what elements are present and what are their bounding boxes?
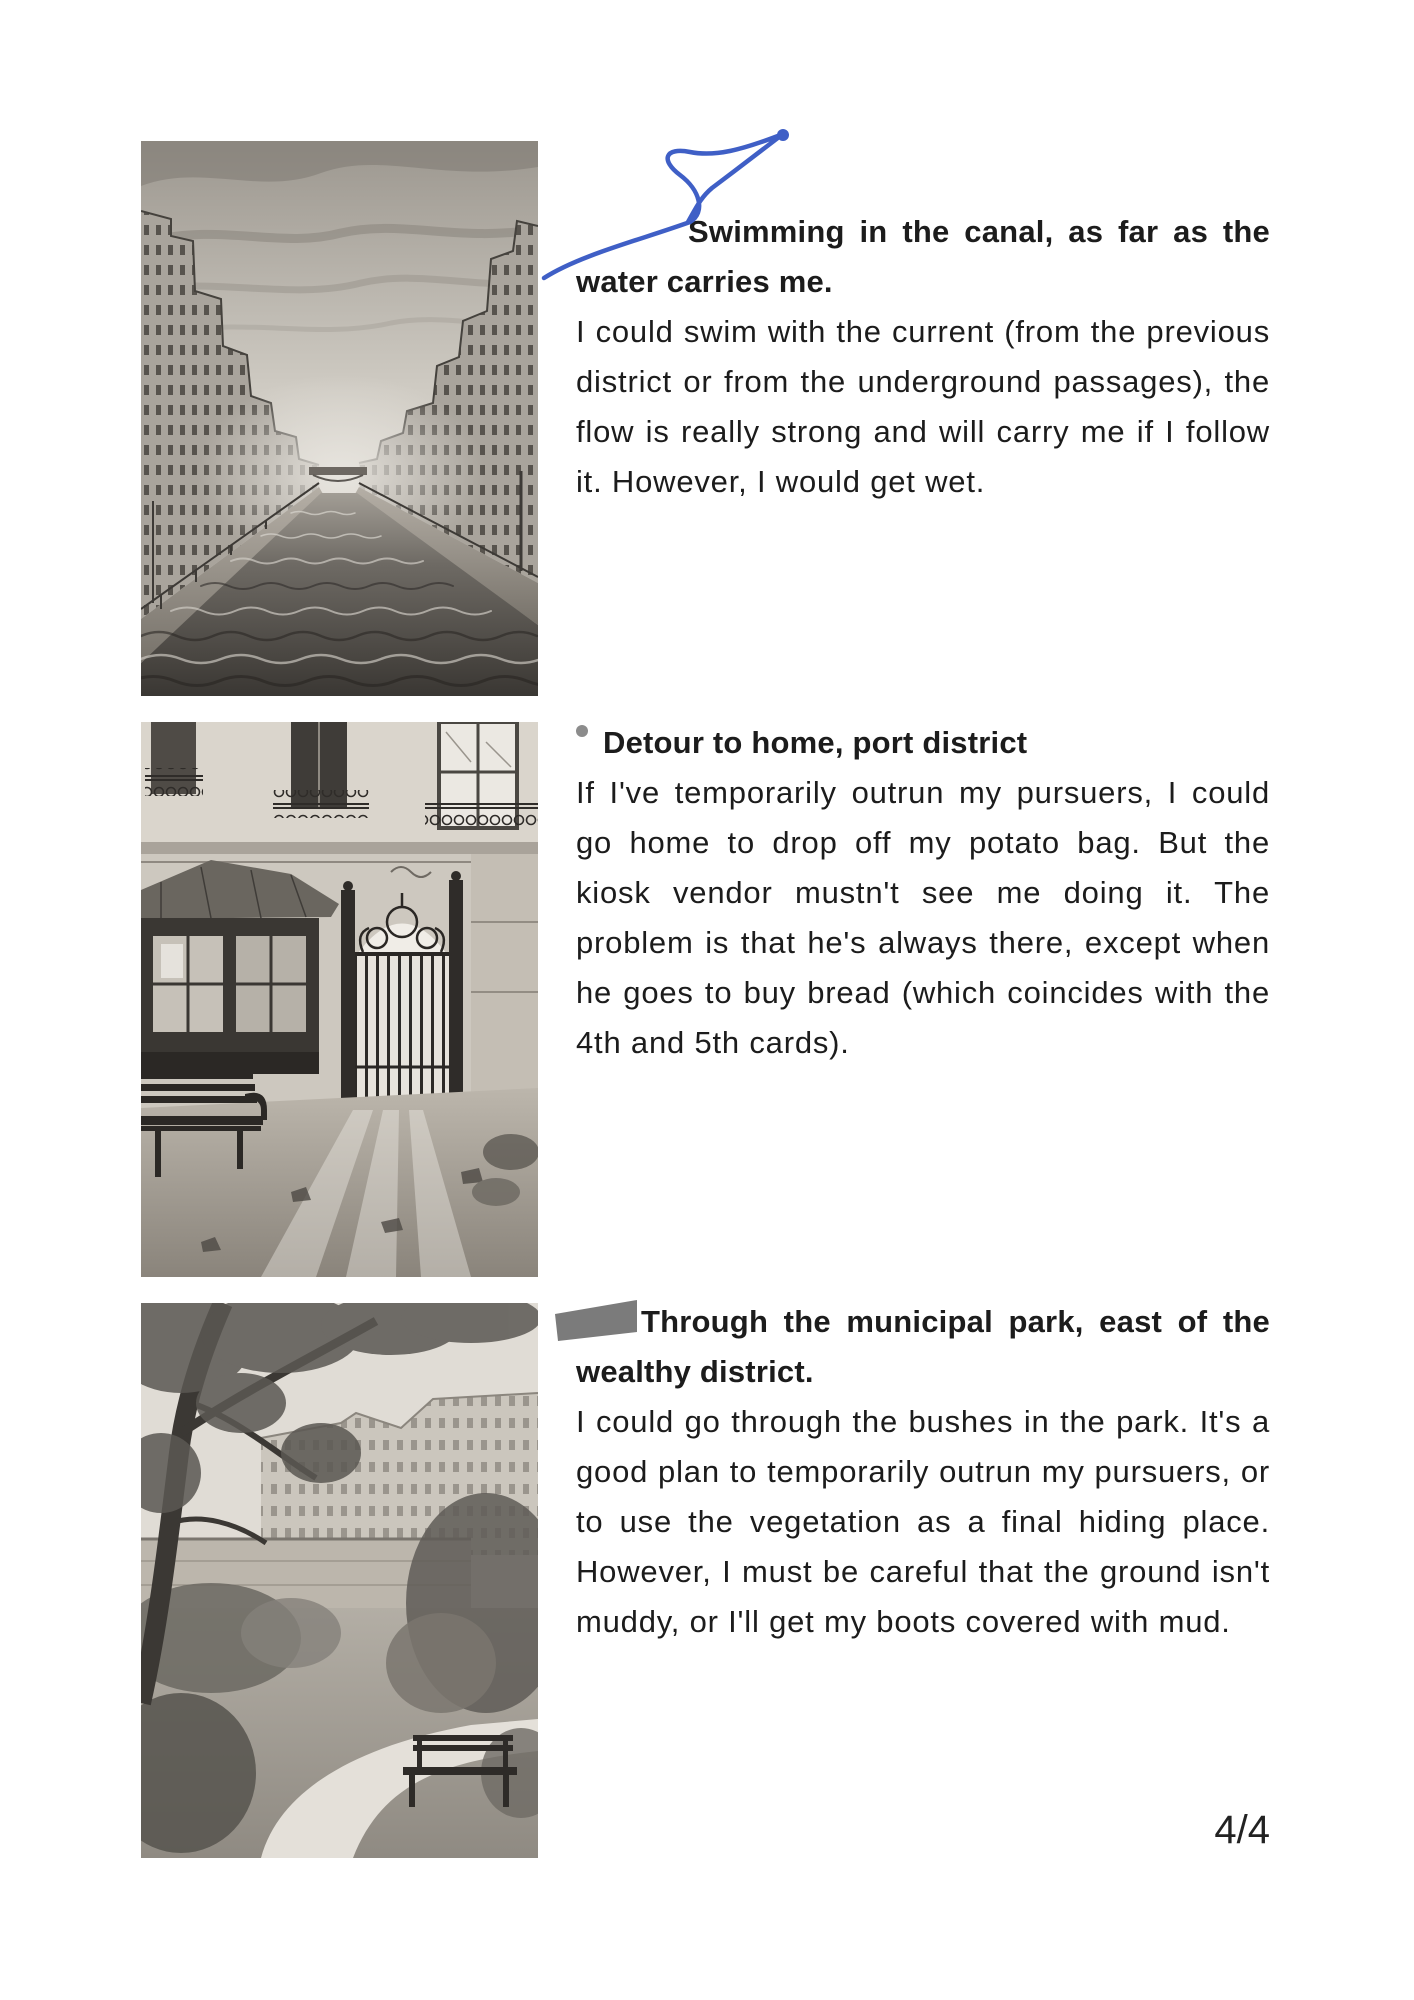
page-number: 4/4 [1214,1808,1270,1852]
entry-body: If I've temporarily outrun my pursuers, I could go home to drop off my potato bag. But the kiosk vendor mustn't see me doing it. The problem is that he's always there, except when he goes to buy bread (which coincides with the 4th and 5th cards). [576,775,1270,1060]
kiosk [141,860,339,1074]
entry-title: Detour to home, port district [603,725,1028,760]
entry-body: I could swim with the current (from the previous district or from the underground passages), the flow is really strong and will carry me if I follow it. However, I would get wet. [576,314,1270,499]
entry-park [576,1297,1270,1647]
scribble-tip-icon [777,129,789,141]
entry-title: Through the municipal park, east of the wealthy district. [576,1304,1270,1389]
park-illustration [141,1303,538,1858]
port-district-illustration [141,722,538,1277]
entry-body: I could go through the bushes in the park. It's a good plan to temporarily outrun my pursuers, or to use the vegetation as a final hiding place. However, I must be careful that the ground isn't muddy, or I'll get my boots covered with mud. [576,1404,1270,1639]
entry-canal [576,207,1270,507]
entry-title: Swimming in the canal, as far as the water carries me. [576,214,1270,299]
canal-illustration [141,141,538,696]
entry-port-district [576,718,1270,1068]
